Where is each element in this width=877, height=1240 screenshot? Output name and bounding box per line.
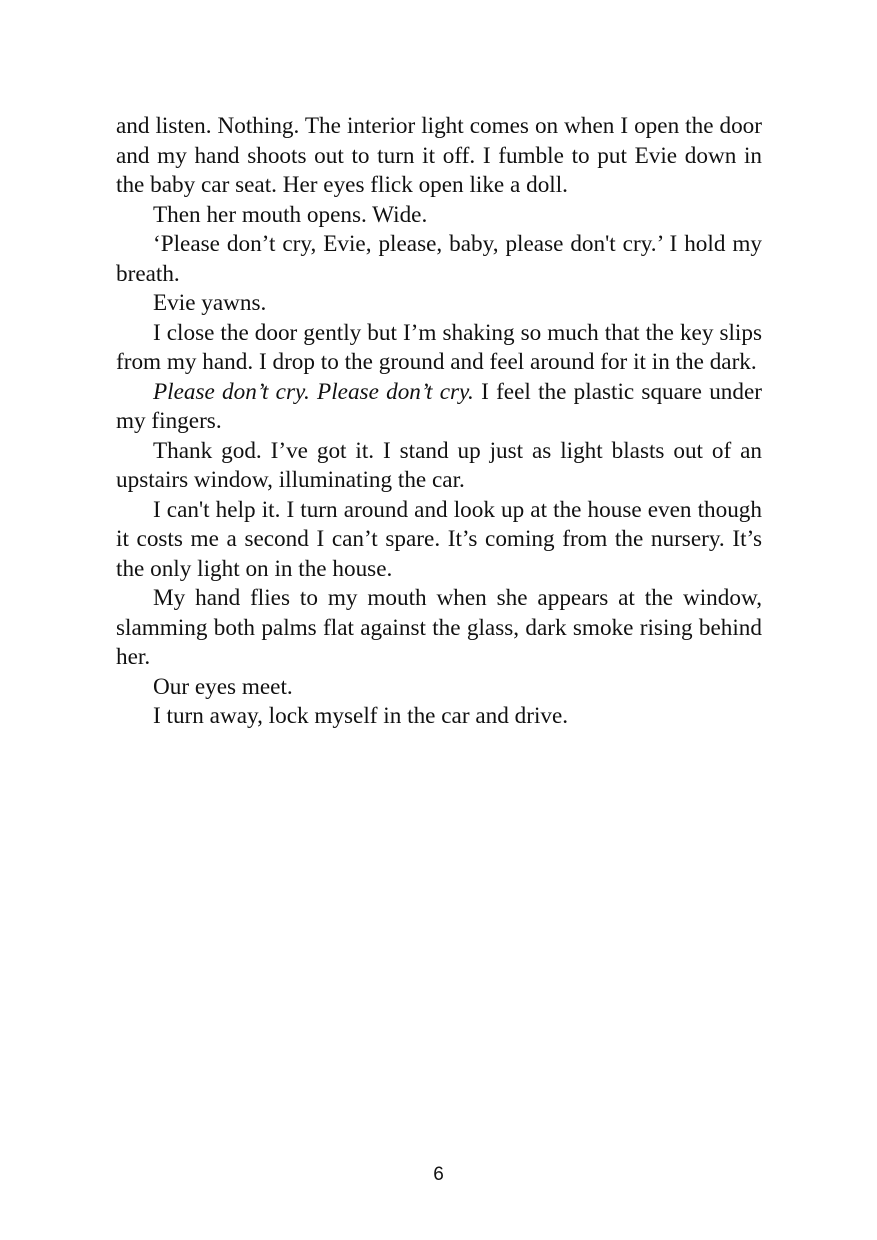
- paragraph: and listen. Nothing. The interior light comes on when I open the door and my hand shoots out to turn it off. I fumble to put Evie down in the baby car seat. Her eyes flick open like a doll.: [116, 113, 762, 198]
- paragraph: Our eyes meet.: [153, 673, 293, 700]
- page-number: 6: [433, 1164, 444, 1185]
- paragraph: My hand flies to my mouth when she appears at the window, slamming both palms flat against the glass, dark smoke rising behind her.: [116, 585, 762, 670]
- paragraph: I turn away, lock myself in the car and drive.: [153, 703, 569, 729]
- body-text: [116, 112, 762, 732]
- paragraph: Then her mouth opens. Wide.: [153, 201, 428, 228]
- paragraph: Evie yawns.: [153, 290, 267, 316]
- paragraph-continuation: I feel the plastic square under my fingers.: [116, 378, 762, 434]
- paragraph: ‘Please don’t cry, Evie, please, baby, please don't cry.’ I hold my breath.: [116, 231, 762, 287]
- paragraph: Thank god. I’ve got it. I stand up just as light blasts out of an upstairs window, illuminating the car.: [116, 437, 762, 493]
- italic-phrase: Please don’t cry. Please don’t cry.: [153, 378, 474, 405]
- paragraph: I close the door gently but I’m shaking so much that the key slips from my hand. I drop to the ground and feel around for it in the dark.: [116, 319, 762, 375]
- paragraph: I can't help it. I turn around and look up at the house even though it costs me a second I can’t spare. It’s coming from the nursery. It’s the only light on in the house.: [116, 496, 762, 582]
- paragraph: [116, 378, 762, 437]
